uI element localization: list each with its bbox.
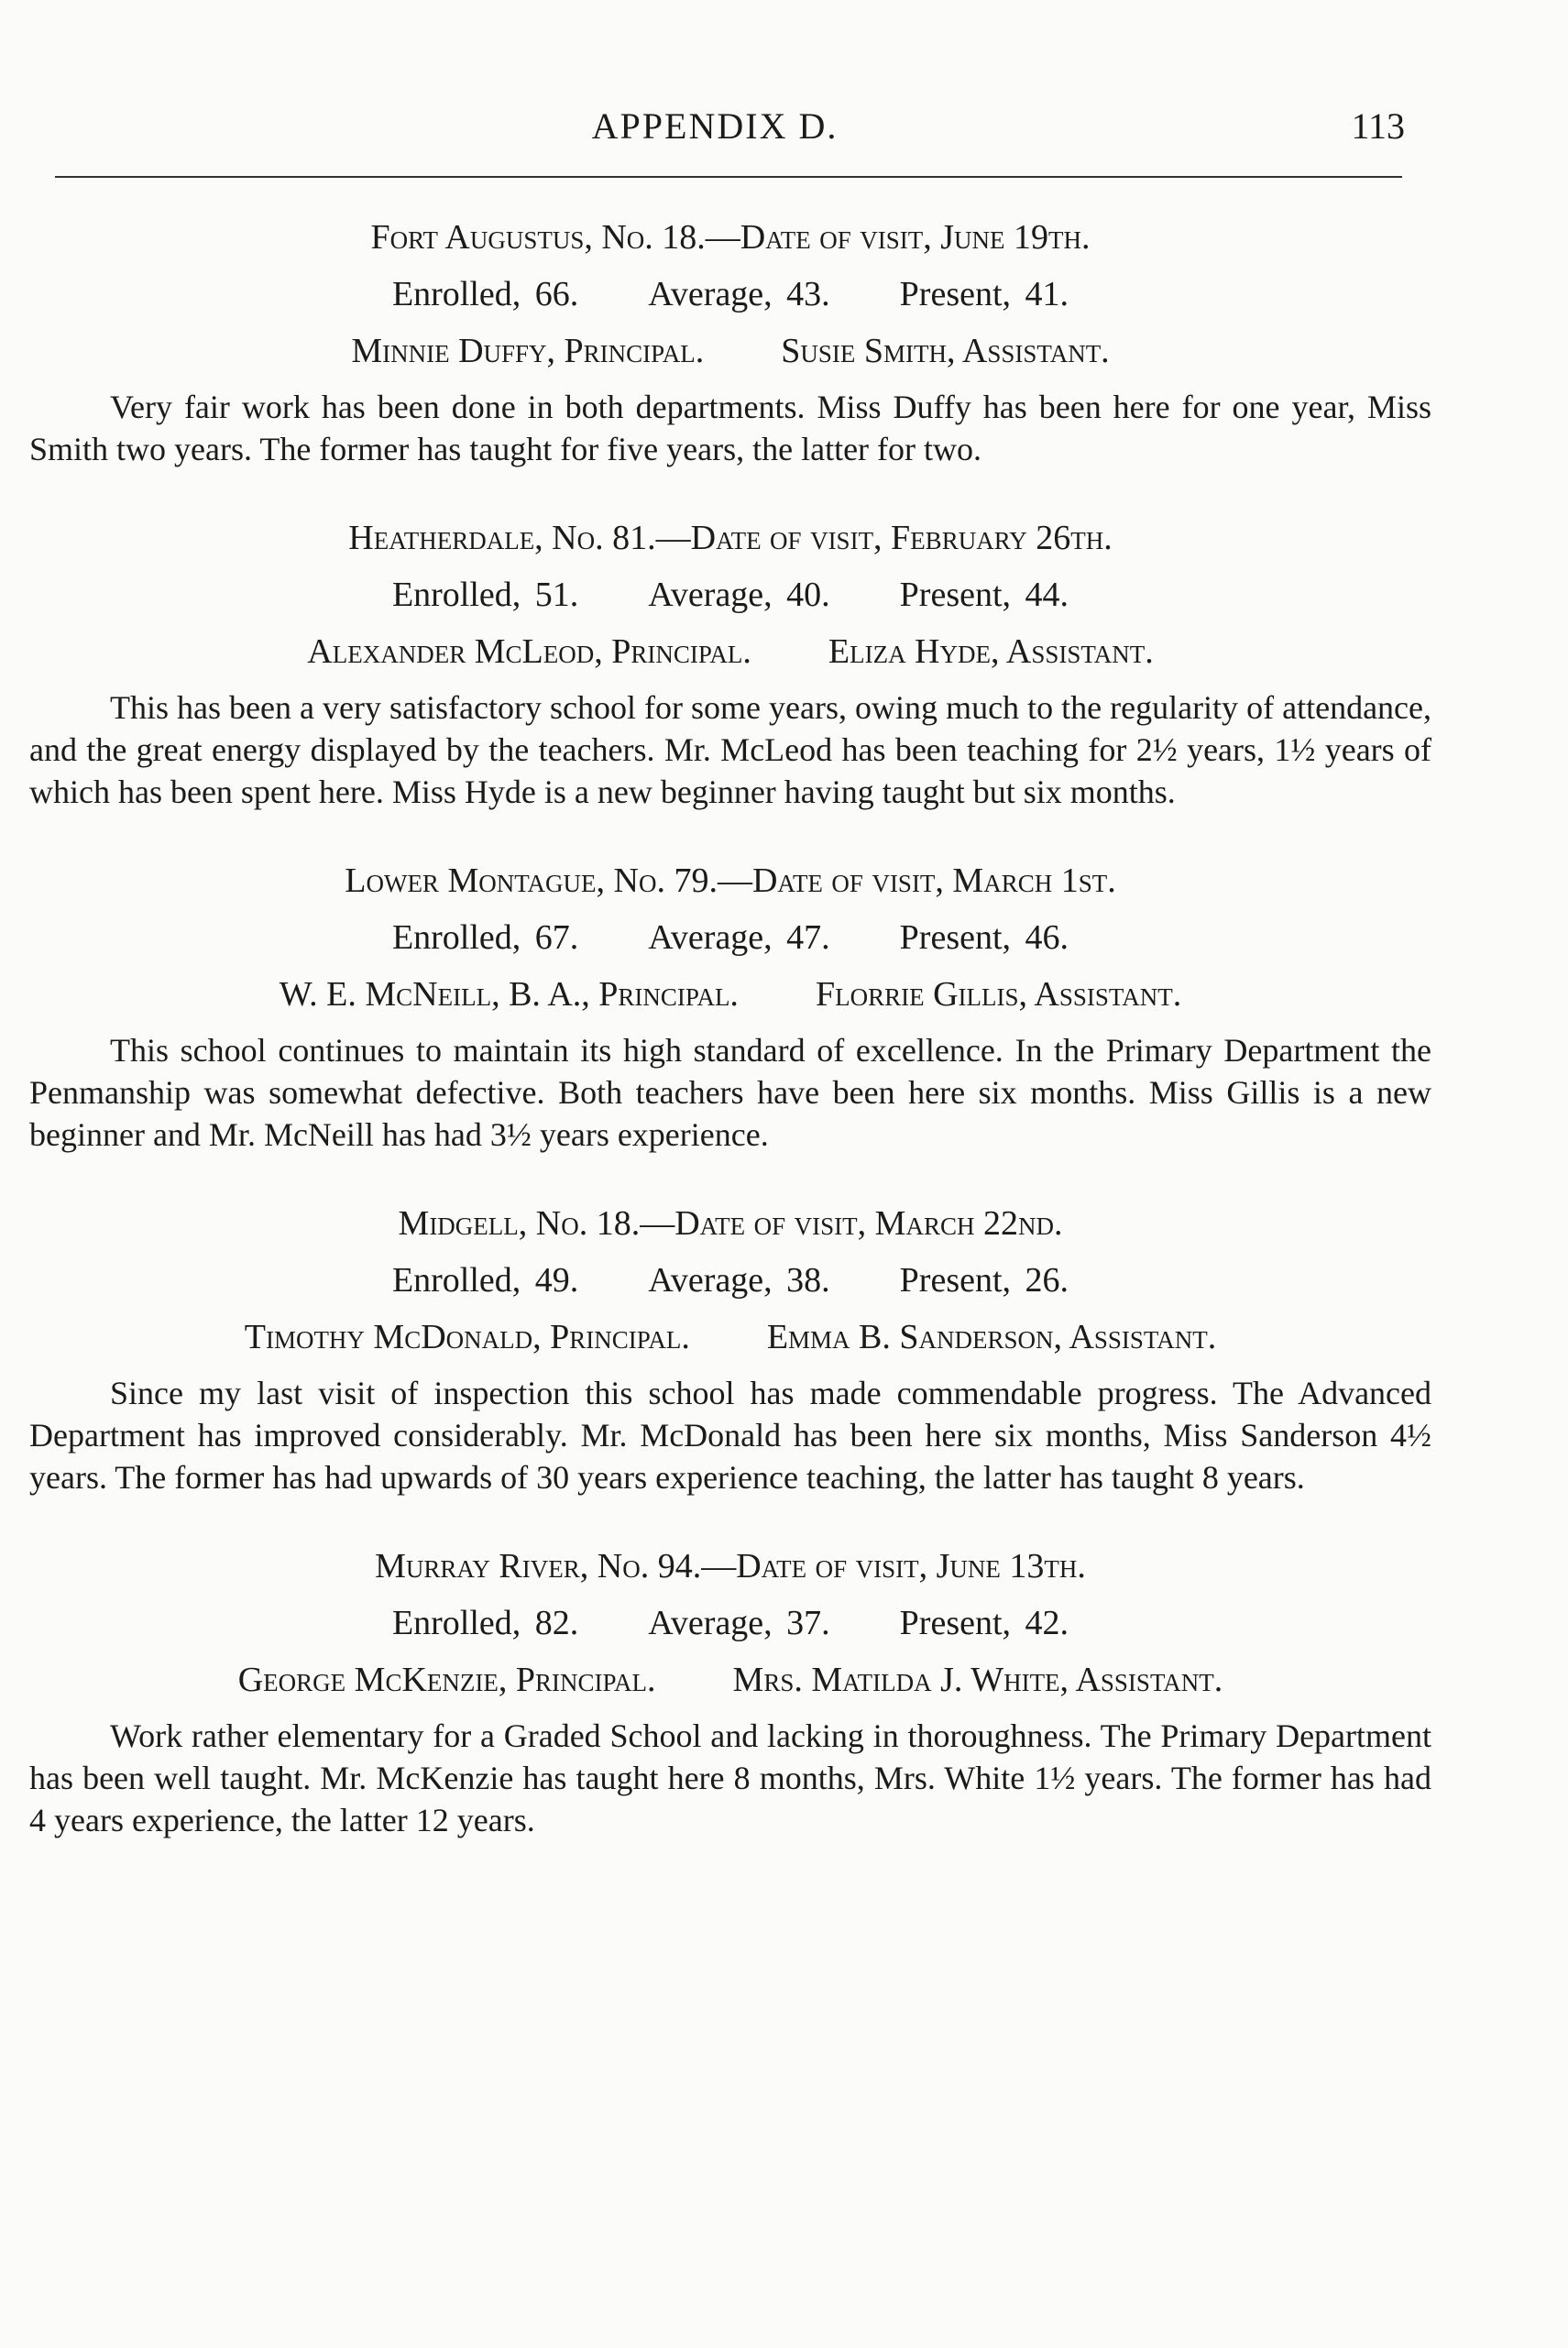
school-reports <box>29 215 1431 1887</box>
running-title: APPENDIX D. <box>591 105 839 147</box>
staff-line <box>29 630 1431 674</box>
present-count: Present, 41. <box>899 275 1069 313</box>
attendance-stats <box>29 573 1431 617</box>
report-paragraph: This has been a very satisfactory school for some years, owing much to the regularity of attendance, and the great energy displayed by the teachers. Mr. McLeod has been teaching for 2½ years, 1½ years of which has been spent here. Miss Hyde is a new beginner having taught but six months. <box>29 689 1431 810</box>
enrolled-count: Enrolled, 66. <box>391 275 579 313</box>
assistant-name: Eliza Hyde, Assistant. <box>828 632 1154 671</box>
school-entry <box>29 859 1431 1156</box>
school-heading: Lower Montague, No. 79.—Date of visit, March 1st. <box>345 861 1116 900</box>
attendance-stats <box>29 272 1431 316</box>
staff-line <box>29 1658 1431 1702</box>
average-count: Average, 37. <box>648 1604 830 1642</box>
report-paragraph: Very fair work has been done in both departments. Miss Duffy has been here for one year, Miss Smith two years. The former has taught for five years, the latter for two. <box>29 389 1431 467</box>
present-count: Present, 42. <box>899 1604 1069 1642</box>
school-heading: Heatherdale, No. 81.—Date of visit, February 26th. <box>348 519 1113 557</box>
assistant-name: Susie Smith, Assistant. <box>781 332 1110 370</box>
page-header <box>0 99 1568 154</box>
assistant-name: Emma B. Sanderson, Assistant. <box>766 1318 1217 1356</box>
enrolled-count: Enrolled, 49. <box>391 1261 579 1300</box>
school-heading: Fort Augustus, No. 18.—Date of visit, June 19th. <box>370 218 1091 257</box>
attendance-stats <box>29 1601 1431 1645</box>
assistant-name: Mrs. Matilda J. White, Assistant. <box>732 1661 1223 1699</box>
average-count: Average, 43. <box>648 275 830 313</box>
school-heading: Murray River, No. 94.—Date of visit, June 13th. <box>375 1547 1086 1585</box>
school-entry <box>29 1201 1431 1498</box>
staff-line <box>29 972 1431 1016</box>
header-rule <box>55 176 1402 178</box>
present-count: Present, 46. <box>899 918 1069 957</box>
school-entry <box>29 1544 1431 1841</box>
principal-name: Minnie Duffy, Principal. <box>351 332 705 370</box>
principal-name: Alexander McLeod, Principal. <box>307 632 751 671</box>
principal-name: W. E. McNeill, B. A., Principal. <box>279 975 739 1014</box>
enrolled-count: Enrolled, 67. <box>391 918 579 957</box>
enrolled-count: Enrolled, 82. <box>391 1604 579 1642</box>
assistant-name: Florrie Gillis, Assistant. <box>815 975 1182 1014</box>
school-entry <box>29 516 1431 813</box>
report-paragraph: This school continues to maintain its high standard of excellence. In the Primary Department the Penmanship was somewhat defective. Both teachers have been here six months. Miss Gillis is a new beginner and Mr. McNeill has had 3½ years experience. <box>29 1032 1431 1153</box>
staff-line <box>29 329 1431 373</box>
principal-name: Timothy McDonald, Principal. <box>244 1318 690 1356</box>
average-count: Average, 38. <box>648 1261 830 1300</box>
average-count: Average, 40. <box>648 576 830 614</box>
report-paragraph: Since my last visit of inspection this school has made commendable progress. The Advanced Department has improved considerably. Mr. McDonald has been here six months, Miss Sanderson 4½ years. The former has had upwards of 30 years experience teaching, the latter has taught 8 years. <box>29 1375 1431 1496</box>
attendance-stats <box>29 1258 1431 1302</box>
attendance-stats <box>29 916 1431 960</box>
enrolled-count: Enrolled, 51. <box>391 576 579 614</box>
present-count: Present, 44. <box>899 576 1069 614</box>
school-entry <box>29 215 1431 470</box>
staff-line <box>29 1315 1431 1359</box>
page-number: 113 <box>1351 105 1405 147</box>
report-paragraph: Work rather elementary for a Graded School and lacking in thoroughness. The Primary Department has been well taught. Mr. McKenzie has taught here 8 months, Mrs. White 1½ years. The former has had 4 years experience, the latter 12 years. <box>29 1717 1431 1838</box>
average-count: Average, 47. <box>648 918 830 957</box>
school-heading: Midgell, No. 18.—Date of visit, March 22nd. <box>398 1204 1063 1243</box>
principal-name: George McKenzie, Principal. <box>237 1661 656 1699</box>
present-count: Present, 26. <box>899 1261 1069 1300</box>
